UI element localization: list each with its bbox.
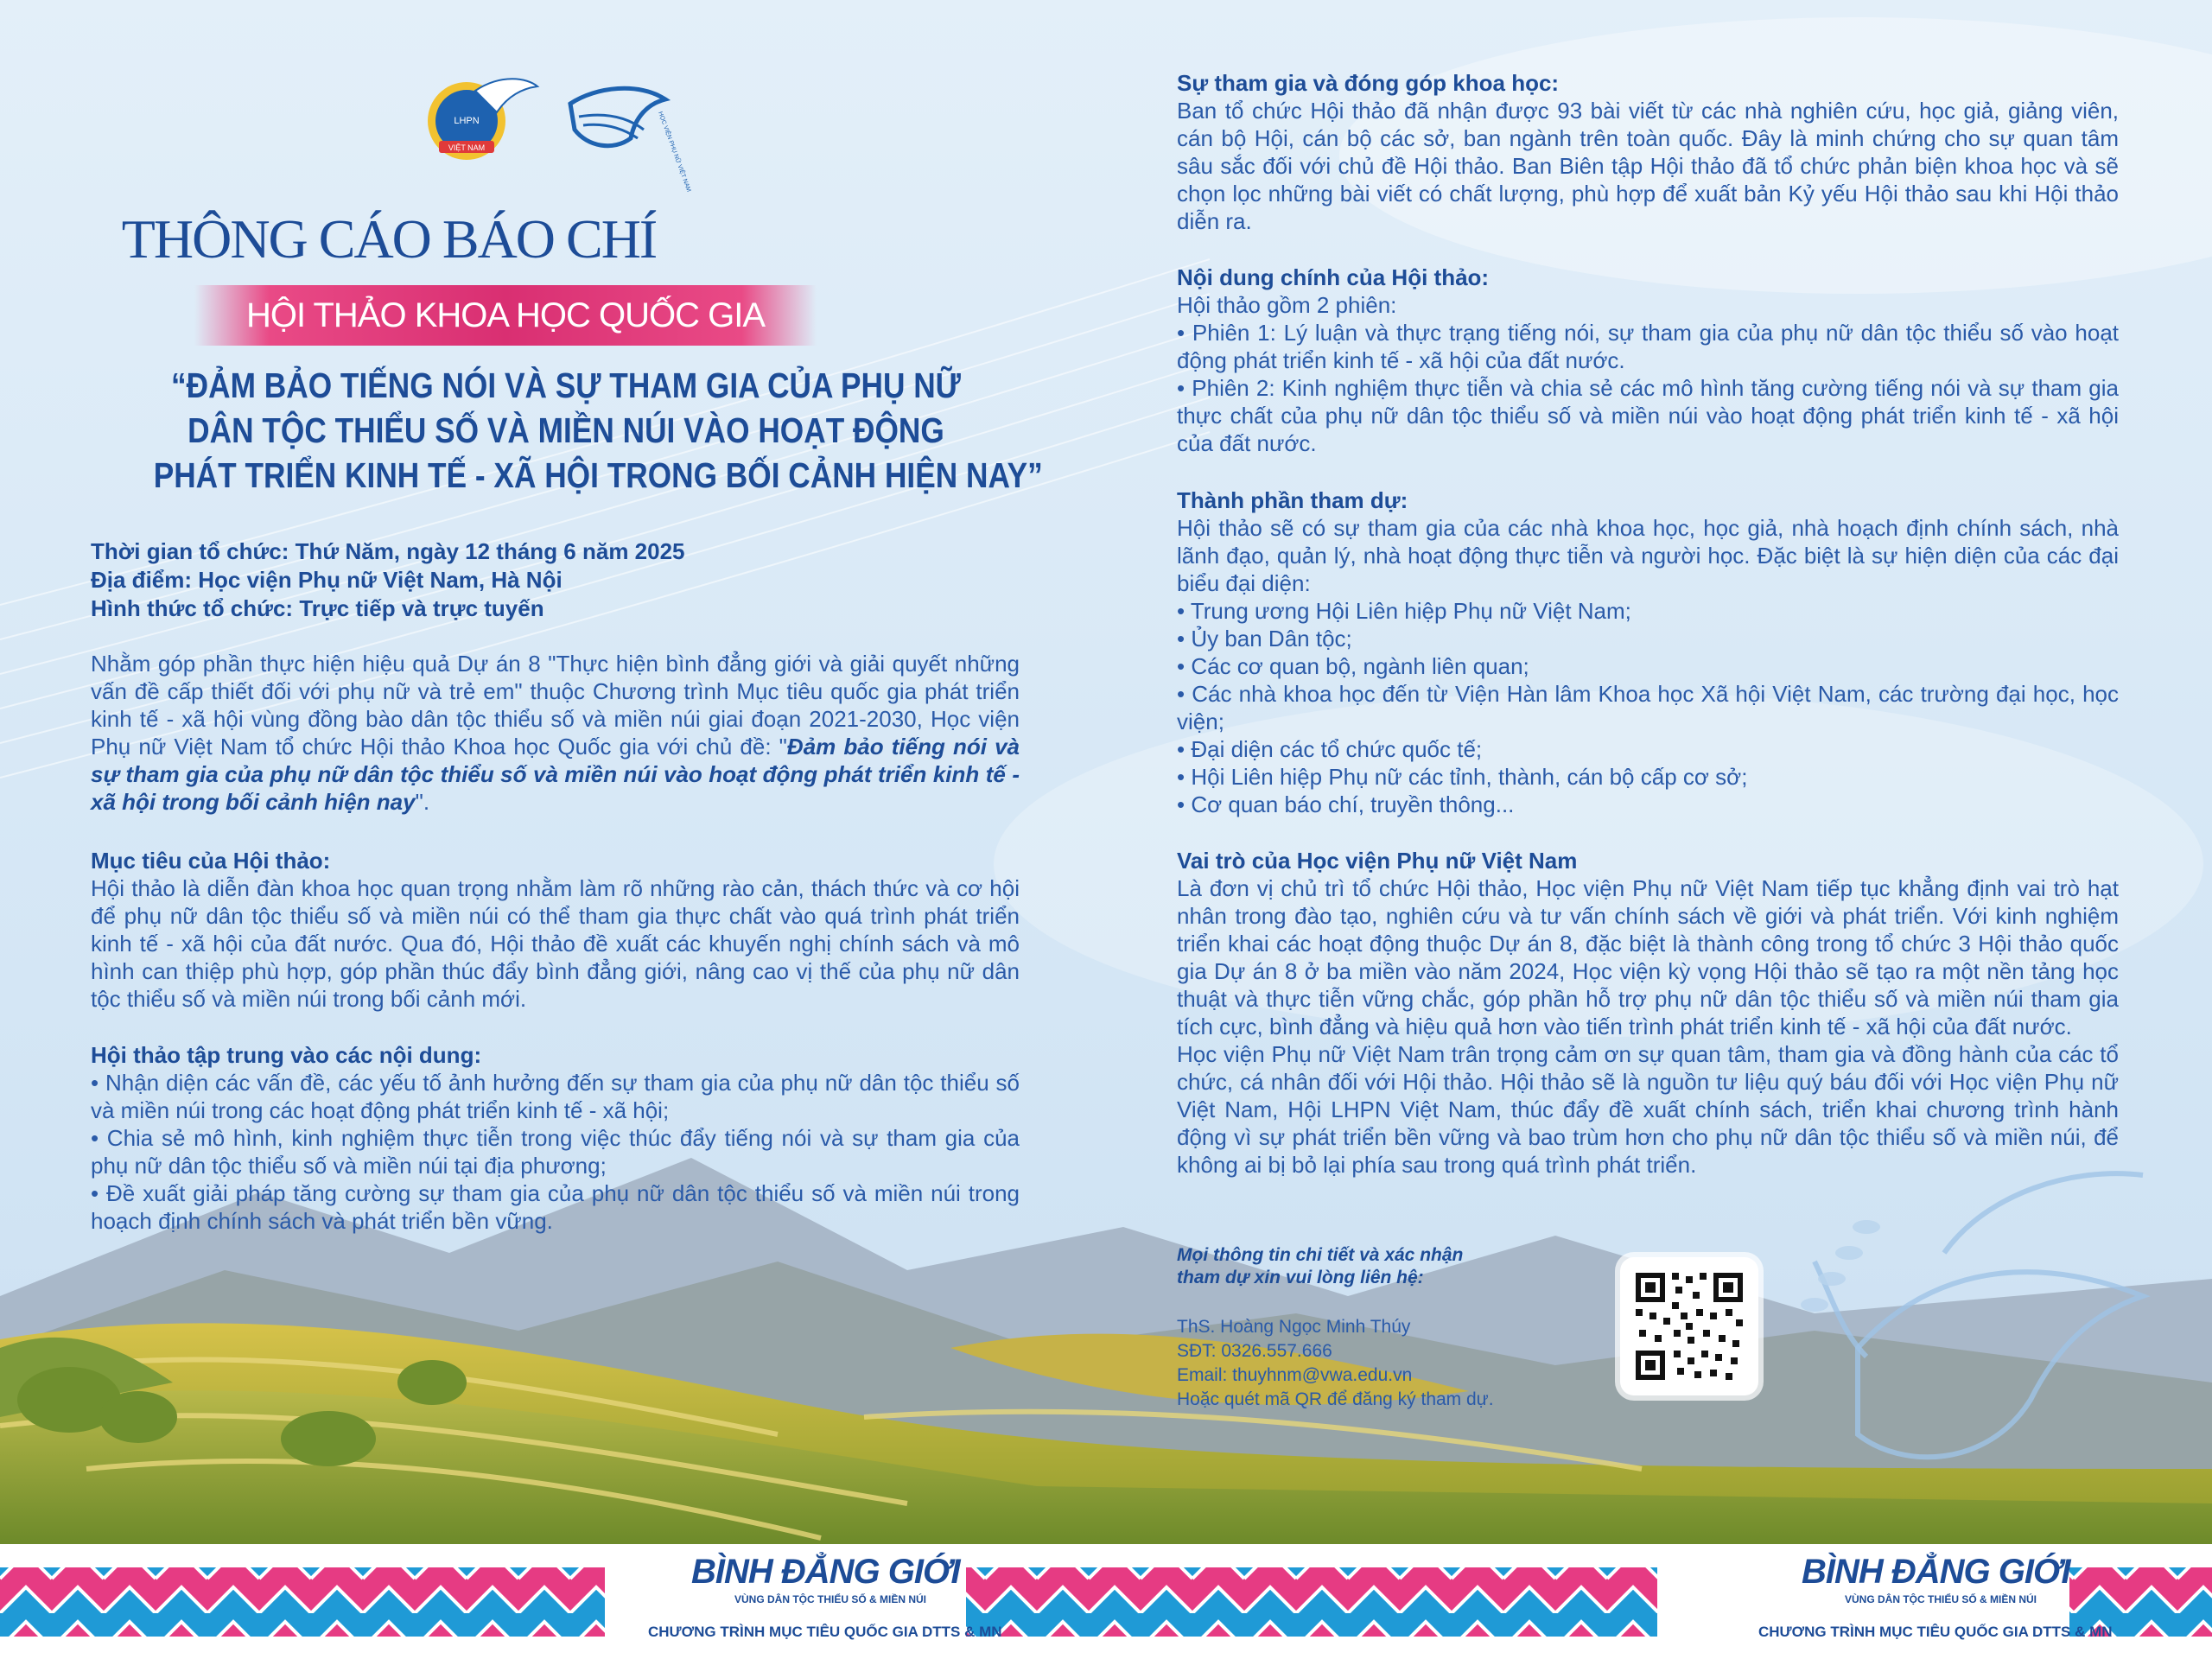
- list-item: • Đại diện các tổ chức quốc tế;: [1177, 736, 1483, 762]
- list-item: • Phiên 1: Lý luận và thực trạng tiếng nói, sự tham gia của phụ nữ dân tộc thiểu số vào hoạt động phát triển kinh tế - xã hội của đất nước.: [1177, 320, 2119, 373]
- footer-brand-sub: VÙNG DÂN TỘC THIỂU SỐ & MIỀN NÚI: [1845, 1593, 2037, 1605]
- lhpn-logo: [423, 73, 540, 164]
- theme-line: DÂN TỘC THIỂU SỐ VÀ MIỀN NÚI VÀO HOẠT ĐỘNG: [188, 410, 944, 450]
- list-item: • Ủy ban Dân tộc;: [1177, 626, 1352, 652]
- intro-end: ".: [415, 789, 430, 815]
- list-item: • Phiên 2: Kinh nghiệm thực tiễn và chia sẻ các mô hình tăng cường tiếng nói và sự tham gia thực chất của phụ nữ dân tộc thiểu số và miền núi vào hoạt động phát triển kinh tế - xã hội của đất nước.: [1177, 375, 2119, 456]
- event-format: Hình thức tổ chức: Trực tiếp và trực tuyến: [91, 595, 544, 621]
- contribution-heading: Sự tham gia và đóng góp khoa học:: [1177, 70, 1560, 96]
- footer-brand-logo: [639, 1553, 1037, 1652]
- header-logos: [423, 69, 692, 194]
- content-heading: Nội dung chính của Hội thảo:: [1177, 264, 1490, 290]
- registration-qr-code[interactable]: [1620, 1257, 1758, 1395]
- contribution-section: [1177, 69, 2119, 235]
- contact-block: [1177, 1244, 1609, 1412]
- event-info: [91, 537, 685, 623]
- participants-intro: Hội thảo sẽ có sự tham gia của các nhà khoa học, học giả, nhà hoạch định chính sách, nhà lãnh đạo, quản lý, nhà hoạt động thực tiễn và người học. Đặc biệt là sự hiện diện của các đại biểu đại diện:: [1177, 515, 2119, 596]
- list-item: • Trung ương Hội Liên hiệp Phụ nữ Việt Nam;: [1177, 598, 1631, 624]
- page-title: THÔNG CÁO BÁO CHÍ: [121, 208, 657, 270]
- conference-banner: HỘI THẢO KHOA HỌC QUỐC GIA: [194, 285, 817, 346]
- footer-brand-logo: [1750, 1553, 2147, 1652]
- hocvien-logo: [562, 78, 692, 194]
- role-para-1: Là đơn vị chủ trì tổ chức Hội thảo, Học viện Phụ nữ Việt Nam tiếp tục khẳng định vai trò hạt nhân trong đào tạo, nghiên cứu và tư vấn chính sách về giới và phát triển. Với kinh nghiệm triển khai các hoạt động thuộc Dự án 8, đặc biệt là thành công trong tổ chức 3 Hội thảo quốc gia Dự án 8 ở ba miền vào năm 2024, Học viện kỳ vọng Hội thảo sẽ tạo ra một nền tảng học thuật và thực tiễn vững chắc, góp phần hỗ trợ phụ nữ dân tộc thiểu số và miền núi tham gia tích cực, bình đẳng và hiệu quả hơn vào tiến trình phát triển kinh tế - xã hội của đất nước.: [1177, 875, 2119, 1039]
- focus-heading: Hội thảo tập trung vào các nội dung:: [91, 1042, 482, 1068]
- footer-brand-sub: VÙNG DÂN TỘC THIỂU SỐ & MIỀN NÚI: [734, 1593, 927, 1605]
- contact-lead: [1177, 1244, 1609, 1289]
- footer-brand: BÌNH ĐẲNG GIỚI: [691, 1553, 960, 1591]
- footer-program: CHƯƠNG TRÌNH MỤC TIÊU QUỐC GIA DTTS & MN: [648, 1624, 1002, 1640]
- role-heading: Vai trò của Học viện Phụ nữ Việt Nam: [1177, 848, 1578, 874]
- role-para-2: Học viện Phụ nữ Việt Nam trân trọng cảm ơn sự quan tâm, tham gia và đồng hành của các tổ chức, cá nhân đối với Hội thảo. Hội thảo sẽ là nguồn tư liệu quý báu đối với Học viện Phụ nữ Việt Nam, Hội LHPN Việt Nam, thúc đẩy đề xuất chính sách, triển khai chương trình hành động vì sự phát triển bền vững và bao trùm hơn cho phụ nữ dân tộc thiểu số và miền núi, để không ai bị bỏ lại phía sau trong quá trình phát triển.: [1177, 1041, 2119, 1178]
- goal-section: [91, 847, 1020, 1013]
- contact-phone[interactable]: SĐT: 0326.557.666: [1177, 1341, 1332, 1361]
- content-intro: Hội thảo gồm 2 phiên:: [1177, 292, 1397, 318]
- list-item: • Nhận diện các vấn đề, các yếu tố ảnh hưởng đến sự tham gia của phụ nữ dân tộc thiểu số và miền núi trong các hoạt động phát triển kinh tế - xã hội;: [91, 1070, 1020, 1123]
- list-item: • Các nhà khoa học đến từ Viện Hàn lâm Khoa học Xã hội Việt Nam, các trường đại học, học viện;: [1177, 681, 2119, 734]
- footer-brand: BÌNH ĐẲNG GIỚI: [1802, 1553, 2070, 1591]
- goal-heading: Mục tiêu của Hội thảo:: [91, 848, 331, 874]
- list-item: • Cơ quan báo chí, truyền thông...: [1177, 791, 1515, 817]
- intro-text: Nhằm góp phần thực hiện hiệu quả Dự án 8 "Thực hiện bình đẳng giới và giải quyết những vấn đề cấp thiết đối với phụ nữ và trẻ em" thuộc Chương trình Mục tiêu quốc gia phát triển kinh tế - xã hội vùng đồng bào dân tộc thiểu số và miền núi giai đoạn 2021-2030, Học viện Phụ nữ Việt Nam tổ chức Hội thảo Khoa học Quốc gia với chủ đề: ": [91, 651, 1020, 760]
- goal-text: Hội thảo là diễn đàn khoa học quan trọng nhằm làm rõ những rào cản, thách thức và cơ hội để phụ nữ dân tộc thiểu số và miền núi có thể tham gia thực chất vào quá trình phát triển kinh tế - xã hội của đất nước. Qua đó, Hội thảo đề xuất các khuyến nghị chính sách và mô hình can thiệp phù hợp, góp phần thúc đẩy bình đẳng giới, nâng cao vị thế của phụ nữ dân tộc thiểu số và miền núi trong bối cảnh mới.: [91, 875, 1020, 1012]
- content-section: [1177, 264, 2119, 457]
- event-time: Thời gian tổ chức: Thứ Năm, ngày 12 tháng 6 năm 2025: [91, 538, 685, 564]
- participants-heading: Thành phần tham dự:: [1177, 487, 1408, 513]
- conference-theme: [153, 363, 1043, 498]
- contact-qr-note: Hoặc quét mã QR để đăng ký tham dự.: [1177, 1389, 1494, 1409]
- list-item: • Hội Liên hiệp Phụ nữ các tỉnh, thành, cán bộ cấp cơ sở;: [1177, 764, 1748, 790]
- lhpn-logo-text: VIỆT NAM: [448, 143, 486, 152]
- lhpn-logo-abbr: LHPN: [454, 116, 480, 126]
- list-item: • Các cơ quan bộ, ngành liên quan;: [1177, 653, 1529, 679]
- theme-line: “ĐẢM BẢO TIẾNG NÓI VÀ SỰ THAM GIA CỦA PHỤ NỮ: [171, 365, 961, 405]
- intro-theme-emphasis: Đảm bảo tiếng nói và sự tham gia của phụ nữ dân tộc thiểu số và miền núi vào hoạt động phát triển kinh tế - xã hội trong bối cảnh hiện nay: [91, 734, 1020, 815]
- contribution-text: Ban tổ chức Hội thảo đã nhận được 93 bài viết từ các nhà nghiên cứu, học giả, giảng viên, cán bộ Hội, cán bộ các sở, ban ngành trên toàn quốc. Đây là minh chứng cho sự quan tâm sâu sắc đối với chủ đề Hội thảo. Ban Biên tập Hội thảo đã tổ chức phản biện khoa học và sẽ chọn lọc những bài viết có chất lượng, phù hợp để xuất bản Kỷ yếu Hội thảo sau khi Hội thảo diễn ra.: [1177, 98, 2119, 234]
- participants-section: [1177, 486, 2119, 818]
- footer-program: CHƯƠNG TRÌNH MỤC TIÊU QUỐC GIA DTTS & MN: [1758, 1624, 2113, 1640]
- footer: [0, 1544, 2212, 1659]
- theme-line: PHÁT TRIỂN KINH TẾ - XÃ HỘI TRONG BỐI CẢNH HIỆN NAY”: [153, 455, 1043, 495]
- intro-paragraph: [91, 650, 1020, 816]
- contact-lead-line: tham dự xin vui lòng liên hệ:: [1177, 1268, 1424, 1287]
- contact-email[interactable]: Email: thuyhnm@vwa.edu.vn: [1177, 1365, 1413, 1385]
- list-item: • Đề xuất giải pháp tăng cường sự tham gia của phụ nữ dân tộc thiểu số và miền núi trong hoạch định chính sách và phát triển bền vững.: [91, 1180, 1020, 1234]
- role-section: [1177, 847, 2119, 1179]
- contact-name: ThS. Hoàng Ngọc Minh Thúy: [1177, 1317, 1411, 1337]
- hocvien-logo-text: HỌC VIỆN PHỤ NỮ VIỆT NAM: [657, 111, 692, 194]
- list-item: • Chia sẻ mô hình, kinh nghiệm thực tiễn trong việc thúc đẩy tiếng nói và sự tham gia của phụ nữ dân tộc thiểu số và miền núi tại địa phương;: [91, 1125, 1020, 1179]
- event-place: Địa điểm: Học viện Phụ nữ Việt Nam, Hà Nội: [91, 567, 563, 593]
- contact-lead-line: Mọi thông tin chi tiết và xác nhận: [1177, 1245, 1464, 1265]
- focus-section: [91, 1041, 1020, 1235]
